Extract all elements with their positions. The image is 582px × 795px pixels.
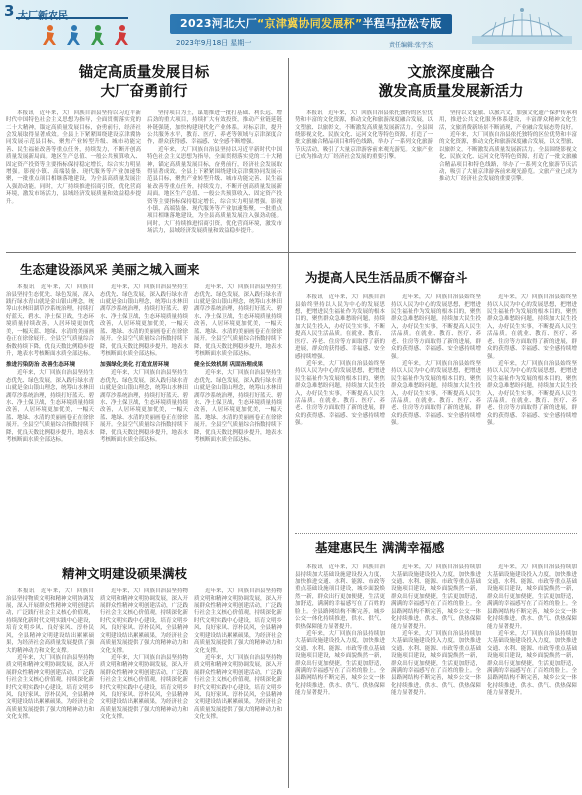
article-title: 基建惠民生 满满幸福感	[315, 540, 445, 555]
article-body: 本报讯 近年来，大厂回族自治县坚持物质文明和精神文明协调发展，深入开展群众性精神文明创建活动，广泛践行社会主义核心价值观，持续深化新时代文明实践中心建设，培育文明乡风、良好家风、淳朴民风，全县精神文明建设结出累累硕果，为经济社会高质量发展提供了强大的精神动力和文化支撑。	[6, 588, 94, 654]
runner-icon	[40, 24, 150, 46]
banner-title: 2023河北大厂“京津冀协同发展杯”半程马拉松专版	[170, 14, 452, 34]
article-body: 本报讯 近年来，大厂回族自治县持续加大基础设施建设投入力度，加快推进交通、水利、能源、市政等重点基础设施项目建设，城乡面貌焕然一新，群众出行更加便捷，生活更加舒适，满满的幸福感写在了百姓的脸上。全县路网结构不断完善，城乡公交一体化持续推进，供水、供气、供热保障能力显著提升。	[295, 564, 385, 630]
article-body: 本报讯 近年来，大厂回族自治县坚持生态优先、绿色发展，深入践行绿水青山就是金山银山理念，统筹山水林田湖草沙系统治理，持续打好蓝天、碧水、净土保卫战，生态环境质量持续改善，人居环境更加优美，一幅天蓝、地绿、水清的美丽画卷正在徐徐展开。全县空气质量综合指数持续下降，优良天数比例稳步提升，地表水考核断面水质全部达标。	[6, 284, 94, 357]
page-header	[0, 0, 582, 50]
article-body: 本报讯 近年来，大厂回族自治县依托独特的区位优势和丰富的文化资源，推动文化和旅游深度融合发展，以文塑旅、以旅彰文，不断激发高质量发展新活力。全县围绕影视文化、民族文化、运河文化等特色资源，打造了一批文旅融合精品项目和特色线路，举办了一系列文化旅游节庆活动，吸引了大量京津游客前来观光游览。文旅产业已成为推动大厂经济社会发展的重要引擎。	[295, 109, 433, 161]
editor-credit: 责任编辑:张宇杰	[389, 42, 434, 49]
row-divider	[295, 533, 577, 534]
article-ecology: 生态建设添风采 美丽之城入画来 本报讯 近年来，大厂回族自治县坚持生态优先、绿色发展，深入践行绿水青山就是金山银山理念，统筹山水林田湖草沙系统治理，持续打好蓝天、碧水、净土保卫战，生态环境质量持续改善，人居环境更加优美，一幅天蓝、地绿、水清的美丽画卷正在徐徐展开。全县空气质量综合指数持续下降，优良天数比例稳步提升，地表水考核断面水质全部达标。 推进污染防治 改善生态环境 近年来，大厂回族自治县坚持生态优先、绿色发展，深入践行绿水青山就是金山银山理念，统筹山水林田湖草沙系统治理，持续打好蓝天、碧水、净土保卫战，生态环境质量持续改善，人居环境更加优美，一幅天蓝、地绿、水清的美丽画卷正在徐徐展开。全县空气质量综合指数持续下降，优良天数比例稳步提升，地表水考核断面水质全部达标。 近年来，大厂回族自治县坚持生态优先、绿色发展，深入践行绿水青山就是金山银山理念，统筹山水林田湖草沙系统治理，持续打好蓝天、碧水、净土保卫战，生态环境质量持续改善，人居环境更加优美，一幅天蓝、地绿、水清的美丽画卷正在徐徐展开。全县空气质量综合指数持续下降，优良天数比例稳步提升，地表水考核断面水质全部达标。 加强绿化美化 打造宜居环境 近年来，大厂回族自治县坚持生态优先、绿色发展，深入践行绿水青山就是金山银山理念，统筹山水林田湖草沙系统治理，持续打好蓝天、碧水、净土保卫战，生态环境质量持续改善，人居环境更加优美，一幅天蓝、地绿、水清的美丽画卷正在徐徐展开。全县空气质量综合指数持续下降，优良天数比例稳步提升，地表水考核断面水质全部达标。 近年来，大厂回族自治县坚持生态优先、绿色发展，深入践行绿水青山就是金山银山理念，统筹山水林田湖草沙系统治理，持续打好蓝天、碧水、净土保卫战，生态环境质量持续改善，人居环境更加优美，一幅天蓝、地绿、水清的美丽画卷正在徐徐展开。全县空气质量综合指数持续下降，优良天数比例稳步提升，地表水考核断面水质全部达标。 健全长效机制 巩固治理成果 近年来，大厂回族自治县坚持生态优先、绿色发展，深入践行绿水青山就是金山银山理念，统筹山水林田湖草沙系统治理，持续打好蓝天、碧水、净土保卫战，生态环境质量持续改善，人居环境更加优美，一幅天蓝、地绿、水清的美丽画卷正在徐徐展开。全县空气质量综合指数持续下降，优良天数比例稳步提升，地表水考核断面水质全部达标。	[6, 262, 282, 443]
article-title: 文旅深度融合 激发高质量发展新活力	[378, 64, 524, 100]
column-name	[18, 7, 68, 22]
article-body-cont: 坚持项目为王，谋划推进一批打基础、利长远、增后劲的重大项目，持续扩大有效投资，推动产业链延链补链强链，加快构建现代化产业体系。对标京津，提升公共服务水平，教育、医疗、养老等领域与京津深度合作，群众获得感、幸福感、安全感不断增强。	[147, 109, 282, 146]
article-high-quality: 锚定高质量发展目标 大厂奋勇前行 本报讯 近年来，大厂回族自治县坚持以习近平新时代中国特色社会主义思想为指导，全面贯彻落实党的二十大精神，锚定高质量发展目标，奋勇前行，经济社会发展取得显著成效。全县上下紧紧围绕建设京津冀协同发展示范县目标，聚焦产业转型升级、城市功能完善、民生福祉改善等重点任务，持续发力，不断开创高质量发展新局面。地区生产总值、一般公共预算收入、固定资产投资等主要指标保持稳定增长，综合实力明显增强。影视小镇、高端装备、现代服务等产业加速集聚，一批重点项目相继落地建设，为全县高质量发展注入强劲动能。同时，大厂持续推进招商引资，优化营商环境，激发市场活力，县域经济发展质量和效益稳步提升。 坚持项目为王，谋划推进一批打基础、利长远、增后劲的重大项目，持续扩大有效投资，推动产业链延链补链强链，加快构建现代化产业体系。对标京津，提升公共服务水平，教育、医疗、养老等领域与京津深度合作，群众获得感、幸福感、安全感不断增强。 近年来，大厂回族自治县坚持以习近平新时代中国特色社会主义思想为指导，全面贯彻落实党的二十大精神，锚定高质量发展目标，奋勇前行，经济社会发展取得显著成效。全县上下紧紧围绕建设京津冀协同发展示范县目标，聚焦产业转型升级、城市功能完善、民生福祉改善等重点任务，持续发力，不断开创高质量发展新局面。地区生产总值、一般公共预算收入、固定资产投资等主要指标保持稳定增长，综合实力明显增强。影视小镇、高端装备、现代服务等产业加速集聚，一批重点项目相继落地建设，为全县高质量发展注入强劲动能。同时，大厂持续推进招商引资，优化营商环境，激发市场活力，县域经济发展质量和效益稳步提升。	[6, 64, 282, 235]
stadium-illustration	[472, 4, 572, 44]
row-divider	[6, 252, 576, 253]
article-title: 生态建设添风采 美丽之城入画来	[20, 262, 200, 277]
article-body: 本报讯 近年来，大厂回族自治县始终坚持以人民为中心的发展思想，把增进民生福祉作为发展的根本目的，聚焦群众急难愁盼问题，持续加大民生投入，办好民生实事，不断提高人民生活品质。在就业、教育、医疗、养老、住房等方面取得了新的进展，群众的获得感、幸福感、安全感持续增强。	[295, 294, 385, 360]
article-body: 本报讯 近年来，大厂回族自治县坚持以习近平新时代中国特色社会主义思想为指导，全面贯彻落实党的二十大精神，锚定高质量发展目标，奋勇前行，经济社会发展取得显著成效。全县上下紧紧围绕建设京津冀协同发展示范县目标，聚焦产业转型升级、城市功能完善、民生福祉改善等重点任务，持续发力，不断开创高质量发展新局面。地区生产总值、一般公共预算收入、固定资产投资等主要指标保持稳定增长，综合实力明显增强。影视小镇、高端装备、现代服务等产业加速集聚，一批重点项目相继落地建设，为全县高质量发展注入强劲动能。同时，大厂持续推进招商引资，优化营商环境，激发市场活力，县域经济发展质量和效益稳步提升。	[6, 109, 141, 205]
article-body-cont: 坚持以文促旅、以旅兴文，加强文化遗产保护传承利用，推进公共文化服务体系建设，丰富群众精神文化生活，文旅消费新场景不断涌现，产业融合发展态势良好。	[439, 109, 577, 131]
article-civilization: 精神文明建设硕果满枝 本报讯 近年来，大厂回族自治县坚持物质文明和精神文明协调发展，深入开展群众性精神文明创建活动，广泛践行社会主义核心价值观，持续深化新时代文明实践中心建设，培育文明乡风、良好家风、淳朴民风，全县精神文明建设结出累累硕果，为经济社会高质量发展提供了强大的精神动力和文化支撑。 近年来，大厂回族自治县坚持物质文明和精神文明协调发展，深入开展群众性精神文明创建活动，广泛践行社会主义核心价值观，持续深化新时代文明实践中心建设，培育文明乡风、良好家风、淳朴民风，全县精神文明建设结出累累硕果，为经济社会高质量发展提供了强大的精神动力和文化支撑。 近年来，大厂回族自治县坚持物质文明和精神文明协调发展，深入开展群众性精神文明创建活动，广泛践行社会主义核心价值观，持续深化新时代文明实践中心建设，培育文明乡风、良好家风、淳朴民风，全县精神文明建设结出累累硕果，为经济社会高质量发展提供了强大的精神动力和文化支撑。 近年来，大厂回族自治县坚持物质文明和精神文明协调发展，深入开展群众性精神文明创建活动，广泛践行社会主义核心价值观，持续深化新时代文明实践中心建设，培育文明乡风、良好家风、淳朴民风，全县精神文明建设结出累累硕果，为经济社会高质量发展提供了强大的精神动力和文化支撑。 近年来，大厂回族自治县坚持物质文明和精神文明协调发展，深入开展群众性精神文明创建活动，广泛践行社会主义核心价值观，持续深化新时代文明实践中心建设，培育文明乡风、良好家风、淳朴民风，全县精神文明建设结出累累硕果，为经济社会高质量发展提供了强大的精神动力和文化支撑。 近年来，大厂回族自治县坚持物质文明和精神文明协调发展，深入开展群众性精神文明创建活动，广泛践行社会主义核心价值观，持续深化新时代文明实践中心建设，培育文明乡风、良好家风、淳朴民风，全县精神文明建设结出累累硕果，为经济社会高质量发展提供了强大的精神动力和文化支撑。	[6, 566, 282, 721]
section-subtitle: 推进污染防治 改善生态环境	[6, 362, 76, 369]
article-people-life: 为提高人民生活品质不懈奋斗 本报讯 近年来，大厂回族自治县始终坚持以人民为中心的发展思想，把增进民生福祉作为发展的根本目的，聚焦群众急难愁盼问题，持续加大民生投入，办好民生实事，不断提高人民生活品质。在就业、教育、医疗、养老、住房等方面取得了新的进展，群众的获得感、幸福感、安全感持续增强。 近年来，大厂回族自治县始终坚持以人民为中心的发展思想，把增进民生福祉作为发展的根本目的，聚焦群众急难愁盼问题，持续加大民生投入，办好民生实事，不断提高人民生活品质。在就业、教育、医疗、养老、住房等方面取得了新的进展，群众的获得感、幸福感、安全感持续增强。 近年来，大厂回族自治县始终坚持以人民为中心的发展思想，把增进民生福祉作为发展的根本目的，聚焦群众急难愁盼问题，持续加大民生投入，办好民生实事，不断提高人民生活品质。在就业、教育、医疗、养老、住房等方面取得了新的进展，群众的获得感、幸福感、安全感持续增强。 近年来，大厂回族自治县始终坚持以人民为中心的发展思想，把增进民生福祉作为发展的根本目的，聚焦群众急难愁盼问题，持续加大民生投入，办好民生实事，不断提高人民生活品质。在就业、教育、医疗、养老、住房等方面取得了新的进展，群众的获得感、幸福感、安全感持续增强。 近年来，大厂回族自治县始终坚持以人民为中心的发展思想，把增进民生福祉作为发展的根本目的，聚焦群众急难愁盼问题，持续加大民生投入，办好民生实事，不断提高人民生活品质。在就业、教育、医疗、养老、住房等方面取得了新的进展，群众的获得感、幸福感、安全感持续增强。 近年来，大厂回族自治县始终坚持以人民为中心的发展思想，把增进民生福祉作为发展的根本目的，聚焦群众急难愁盼问题，持续加大民生投入，办好民生实事，不断提高人民生活品质。在就业、教育、医疗、养老、住房等方面取得了新的进展，群众的获得感、幸福感、安全感持续增强。	[295, 270, 577, 427]
article-title: 精神文明建设硕果满枝	[62, 566, 188, 581]
header-rule	[16, 17, 128, 19]
article-culture-tourism: 文旅深度融合 激发高质量发展新活力 本报讯 近年来，大厂回族自治县依托独特的区位优势和丰富的文化资源，推动文化和旅游深度融合发展，以文塑旅、以旅彰文，不断激发高质量发展新活力。全县围绕影视文化、民族文化、运河文化等特色资源，打造了一批文旅融合精品项目和特色线路，举办了一系列文化旅游节庆活动，吸引了大量京津游客前来观光游览。文旅产业已成为推动大厂经济社会发展的重要引擎。 坚持以文促旅、以旅兴文，加强文化遗产保护传承利用，推进公共文化服务体系建设，丰富群众精神文化生活，文旅消费新场景不断涌现，产业融合发展态势良好。 近年来，大厂回族自治县依托独特的区位优势和丰富的文化资源，推动文化和旅游深度融合发展，以文塑旅、以旅彰文，不断激发高质量发展新活力。全县围绕影视文化、民族文化、运河文化等特色资源，打造了一批文旅融合精品项目和特色线路，举办了一系列文化旅游节庆活动，吸引了大量京津游客前来观光游览。文旅产业已成为推动大厂经济社会发展的重要引擎。	[295, 64, 577, 183]
page-number: 3	[4, 2, 15, 20]
article-title: 锚定高质量发展目标 大厂奋勇前行	[78, 64, 210, 100]
issue-date: 2023年9月18日 星期一	[176, 39, 252, 47]
section-subtitle: 加强绿化美化 打造宜居环境	[100, 362, 170, 369]
article-title: 为提高人民生活品质不懈奋斗	[305, 270, 468, 285]
article-infrastructure: 基建惠民生 满满幸福感 本报讯 近年来，大厂回族自治县持续加大基础设施建设投入力度，加快推进交通、水利、能源、市政等重点基础设施项目建设，城乡面貌焕然一新，群众出行更加便捷，生活更加舒适，满满的幸福感写在了百姓的脸上。全县路网结构不断完善，城乡公交一体化持续推进，供水、供气、供热保障能力显著提升。 近年来，大厂回族自治县持续加大基础设施建设投入力度，加快推进交通、水利、能源、市政等重点基础设施项目建设，城乡面貌焕然一新，群众出行更加便捷，生活更加舒适，满满的幸福感写在了百姓的脸上。全县路网结构不断完善，城乡公交一体化持续推进，供水、供气、供热保障能力显著提升。 近年来，大厂回族自治县持续加大基础设施建设投入力度，加快推进交通、水利、能源、市政等重点基础设施项目建设，城乡面貌焕然一新，群众出行更加便捷，生活更加舒适，满满的幸福感写在了百姓的脸上。全县路网结构不断完善，城乡公交一体化持续推进，供水、供气、供热保障能力显著提升。 近年来，大厂回族自治县持续加大基础设施建设投入力度，加快推进交通、水利、能源、市政等重点基础设施项目建设，城乡面貌焕然一新，群众出行更加便捷，生活更加舒适，满满的幸福感写在了百姓的脸上。全县路网结构不断完善，城乡公交一体化持续推进，供水、供气、供热保障能力显著提升。 近年来，大厂回族自治县持续加大基础设施建设投入力度，加快推进交通、水利、能源、市政等重点基础设施项目建设，城乡面貌焕然一新，群众出行更加便捷，生活更加舒适，满满的幸福感写在了百姓的脸上。全县路网结构不断完善，城乡公交一体化持续推进，供水、供气、供热保障能力显著提升。 近年来，大厂回族自治县持续加大基础设施建设投入力度，加快推进交通、水利、能源、市政等重点基础设施项目建设，城乡面貌焕然一新，群众出行更加便捷，生活更加舒适，满满的幸福感写在了百姓的脸上。全县路网结构不断完善，城乡公交一体化持续推进，供水、供气、供热保障能力显著提升。	[295, 540, 577, 697]
column-divider	[288, 58, 289, 788]
section-subtitle: 健全长效机制 巩固治理成果	[194, 362, 264, 369]
